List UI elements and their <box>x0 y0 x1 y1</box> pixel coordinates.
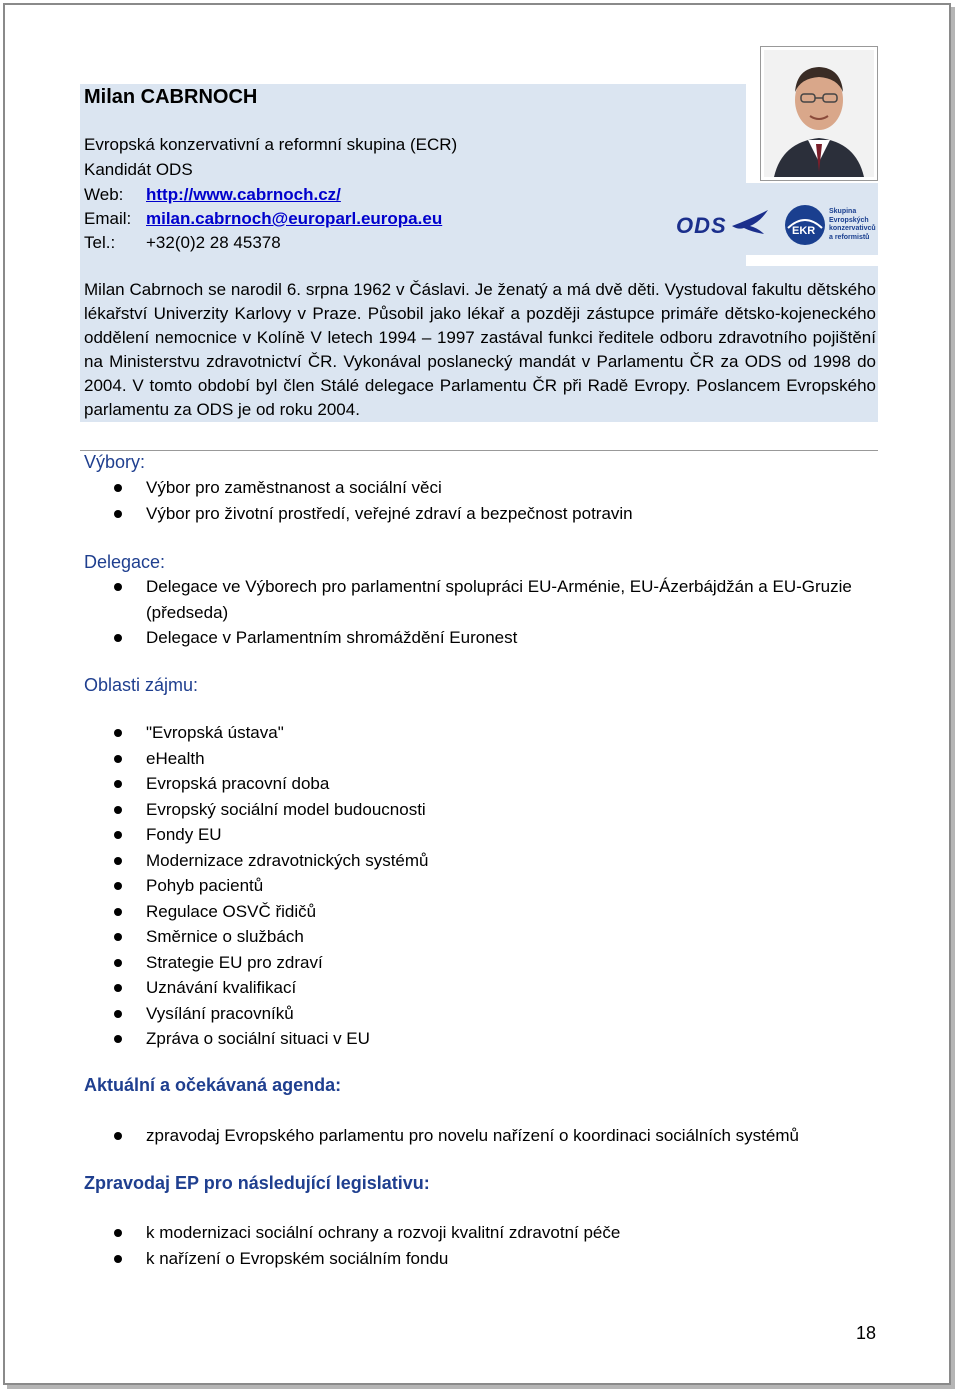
ekr-caption-line: a reformistů <box>829 233 870 241</box>
portrait-photo <box>760 46 878 181</box>
web-row <box>84 183 341 207</box>
ekr-logo <box>784 204 874 250</box>
list-item: Zpráva o sociální situaci v EU <box>84 1026 876 1052</box>
list-item: Směrnice o službách <box>84 924 876 950</box>
candidacy: Kandidát ODS <box>84 160 193 179</box>
email-link[interactable]: milan.cabrnoch@europarl.europa.eu <box>146 209 443 228</box>
biography: Milan Cabrnoch se narodil 6. srpna 1962 v Čáslavi. Je ženatý a má dvě děti. Vystudoval fakultu dětského lékařství Univerzity Karlovy v Praze. Působil jako lékař a později zástupce primáře dětsko-kojeneckého oddělení nemocnice v Kolíně V letech 1994 – 1997 zastával funkci ředitele odboru zdravotního pojištění na Ministerstvu zdravotnictví ČR. Vykonával poslanecký mandát v Parlamentu ČR za ODS od 1998 do 2004. V tomto období byl člen Stálé delegace Parlamentu ČR při Radě Evropy. Poslancem Evropského parlamentu za ODS je od roku 2004. <box>84 280 876 419</box>
ekr-caption-line: Skupina <box>829 208 857 215</box>
ekr-logo-text: EKR <box>792 225 816 237</box>
divider <box>80 450 878 451</box>
list-item: Pohyb pacientů <box>84 873 876 899</box>
list-item: k modernizaci sociální ochrany a rozvoji kvalitní zdravotní péče <box>84 1220 876 1246</box>
list-item: Regulace OSVČ řidičů <box>84 899 876 925</box>
list-item: eHealth <box>84 746 876 772</box>
tel-value: +32(0)2 28 45378 <box>146 233 281 252</box>
web-label: Web: <box>84 185 124 204</box>
section-title-delegace: Delegace: <box>84 552 166 572</box>
list-delegace <box>84 574 884 651</box>
list-item: "Evropská ústava" <box>84 720 876 746</box>
email-label: Email: <box>84 209 132 228</box>
person-name: Milan CABRNOCH <box>84 86 258 108</box>
section-title-oblasti: Oblasti zájmu: <box>84 675 199 695</box>
ekr-caption-line: konzervativců <box>829 225 876 232</box>
list-item: Evropský sociální model budoucnosti <box>84 797 876 823</box>
list-vybory <box>84 475 876 526</box>
list-item: zpravodaj Evropského parlamentu pro novelu nařízení o koordinaci sociálních systémů <box>84 1123 876 1149</box>
tel-label: Tel.: <box>84 233 116 252</box>
political-group: Evropská konzervativní a reformní skupina (ECR) <box>84 135 458 154</box>
list-item: Strategie EU pro zdraví <box>84 950 876 976</box>
list-item: Výbor pro životní prostředí, veřejné zdraví a bezpečnost potravin <box>84 501 876 527</box>
ods-logo-text: ODS <box>676 213 727 238</box>
list-item: Fondy EU <box>84 822 876 848</box>
list-item: Delegace v Parlamentním shromáždění Euronest <box>84 625 884 651</box>
list-item: Delegace ve Výborech pro parlamentní spolupráci EU-Arménie, EU-Ázerbájdžán a EU-Gruzie (předseda) <box>84 574 884 625</box>
ekr-caption-line: Evropských <box>829 216 869 224</box>
list-item: k nařízení o Evropském sociálním fondu <box>84 1246 876 1272</box>
ods-bird-icon <box>730 208 770 236</box>
section-title-agenda: Aktuální a očekávaná agenda: <box>84 1075 342 1095</box>
list-agenda <box>84 1123 876 1149</box>
list-item: Výbor pro zaměstnanost a sociální věci <box>84 475 876 501</box>
ekr-caption <box>829 208 876 242</box>
list-item: Evropská pracovní doba <box>84 771 876 797</box>
ods-logo <box>676 208 772 242</box>
web-link[interactable]: http://www.cabrnoch.cz/ <box>146 185 341 204</box>
list-item: Vysílání pracovníků <box>84 1001 876 1027</box>
section-title-vybory: Výbory: <box>84 452 146 472</box>
section-title-zpravodaj: Zpravodaj EP pro následující legislativu: <box>84 1173 430 1193</box>
page-number: 18 <box>856 1323 877 1343</box>
list-zpravodaj <box>84 1220 876 1271</box>
list-oblasti <box>84 720 876 1052</box>
tel-row <box>84 231 281 255</box>
list-item: Modernizace zdravotnických systémů <box>84 848 876 874</box>
email-row <box>84 207 442 231</box>
list-item: Uznávání kvalifikací <box>84 975 876 1001</box>
